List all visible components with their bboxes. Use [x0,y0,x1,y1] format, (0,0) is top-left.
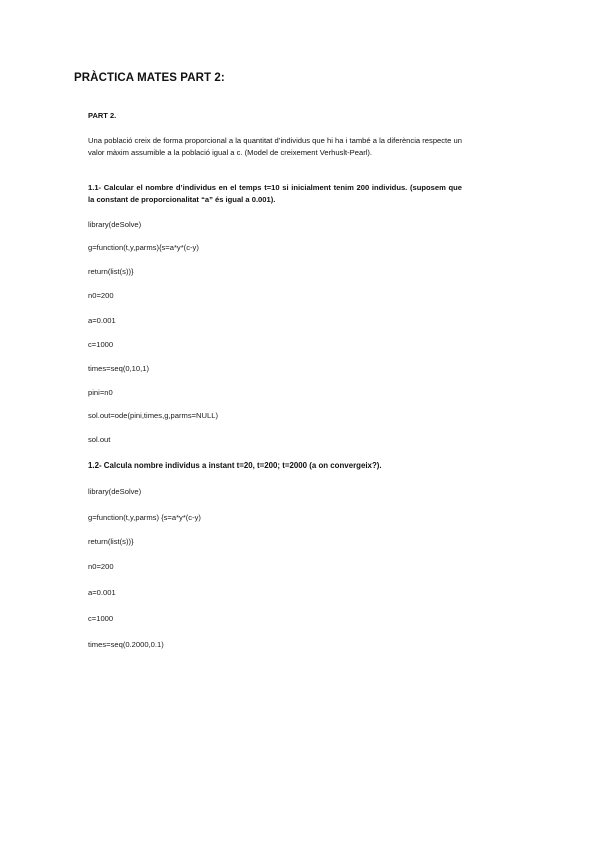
code-line: g=function(t,y,parms){s=a*y*(c-y) [88,243,199,252]
code-line: library(deSolve) [88,487,142,496]
code-line: c=1000 [88,614,114,623]
part-label: PART 2. [88,111,117,120]
code-line: library(deSolve) [88,220,142,229]
intro-paragraph: Una població creix de forma proporcional a la quantitat d’individus que hi ha i també a la diferència respecte un valor màxim assumible a la població igual a c. (Model de creixement Verhuslt-Pearl). [88,136,462,157]
code-line: times=seq(0,10,1) [88,364,149,373]
code-line: a=0.001 [88,588,116,597]
code-line: a=0.001 [88,316,116,325]
page-title: PRÀCTICA MATES PART 2: [74,72,225,84]
code-line: return(list(s))} [88,537,134,546]
code-line: sol.out=ode(pini,times,g,parms=NULL) [88,411,218,420]
code-line: c=1000 [88,340,114,349]
question-2-heading: 1.2- Calcula nombre individus a instant t=20, t=200; t=2000 (a on convergeix?). [88,461,382,470]
code-line: pini=n0 [88,388,113,397]
code-line: n0=200 [88,291,114,300]
code-line: return(list(s))} [88,267,134,276]
code-line: sol.out [88,435,111,444]
code-line: times=seq(0.2000,0.1) [88,640,164,649]
code-line: n0=200 [88,562,114,571]
question-1-heading: 1.1- Calcular el nombre d’individus en el temps t=10 si inicialment tenim 200 individus. (suposem que la constant de proporcionalitat “a” és igual a 0.001). [88,183,462,204]
code-line: g=function(t,y,parms) {s=a*y*(c-y) [88,513,201,522]
